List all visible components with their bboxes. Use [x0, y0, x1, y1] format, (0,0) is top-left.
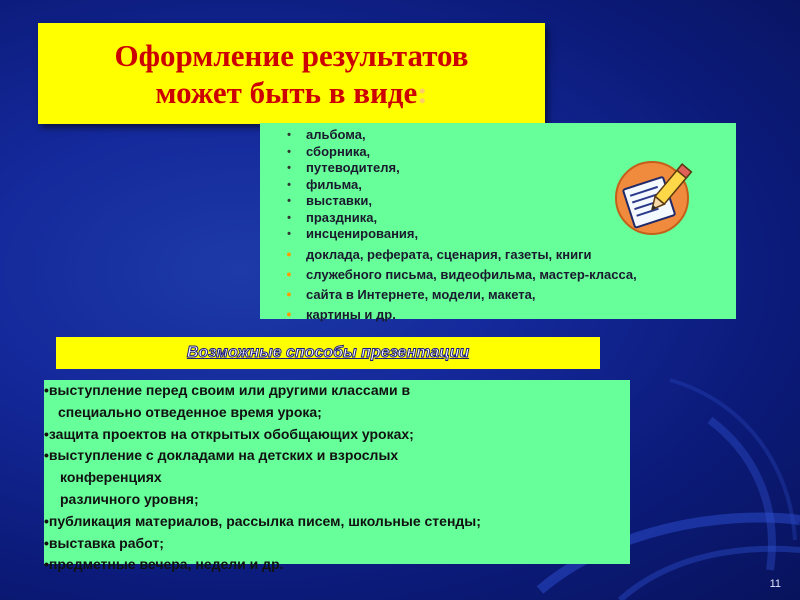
list-item: ● сайта в Интернете, модели, макета,: [282, 286, 722, 303]
list-item: • выставки,: [282, 193, 722, 210]
bullet-icon: ●: [286, 288, 292, 299]
slide-title: [114, 37, 468, 111]
presentation-list: [44, 380, 630, 576]
bullet-icon: •: [287, 162, 291, 174]
bullet-icon: •: [287, 129, 291, 141]
bullet-icon: •: [287, 178, 291, 191]
list-item: •выставка работ;: [44, 534, 164, 551]
list-item: • альбома,: [282, 127, 722, 144]
list-item: • фильма,: [282, 177, 722, 194]
bullet-icon: •: [287, 145, 291, 158]
title-box: [38, 23, 545, 124]
list-item: ● доклада, реферата, сценария, газеты, книги: [282, 246, 722, 263]
bullet-icon: •: [287, 195, 291, 207]
bullet-icon: •: [287, 211, 291, 224]
list-item-continuation: конференциях: [60, 469, 162, 486]
list-item: ● служебного письма, видеофильма, мастер-класса,: [282, 266, 722, 283]
bullet-icon: ●: [286, 308, 292, 319]
title-colon: :: [417, 74, 428, 110]
bullet-icon: ●: [286, 248, 292, 259]
list-item: • сборника,: [282, 144, 722, 161]
document-pencil-icon: [612, 158, 696, 236]
title-line-2: может быть в виде:: [155, 74, 428, 110]
list-item: •предметные вечера, недели и др.: [44, 556, 284, 573]
page-number: 11: [769, 578, 781, 590]
subtitle: Возможные способы презентации: [186, 344, 470, 361]
title-line-1: Оформление результатов: [114, 37, 469, 73]
list-item: ● картины и др.: [282, 306, 722, 323]
list-item: •защита проектов на открытых обобщающих уроках;: [44, 425, 414, 442]
list-item: •выступление перед своим или другими классами в: [44, 382, 411, 398]
bullet-icon: •: [287, 228, 291, 240]
list-item-continuation: специально отведенное время урока;: [58, 403, 322, 420]
subtitle-bar: [56, 337, 600, 369]
list-item: • инсценирования,: [282, 226, 722, 243]
bullet-icon: ●: [286, 268, 292, 279]
presentation-list-panel: [44, 380, 630, 573]
list-item: •выступление с докладами на детских и взрослых: [44, 447, 399, 464]
list-item: •публикация материалов, рассылка писем, школьные стенды;: [44, 512, 481, 529]
list-item: • путеводителя,: [282, 160, 722, 177]
list-item-continuation: различного уровня;: [60, 490, 199, 507]
list-item: • праздника,: [282, 210, 722, 227]
